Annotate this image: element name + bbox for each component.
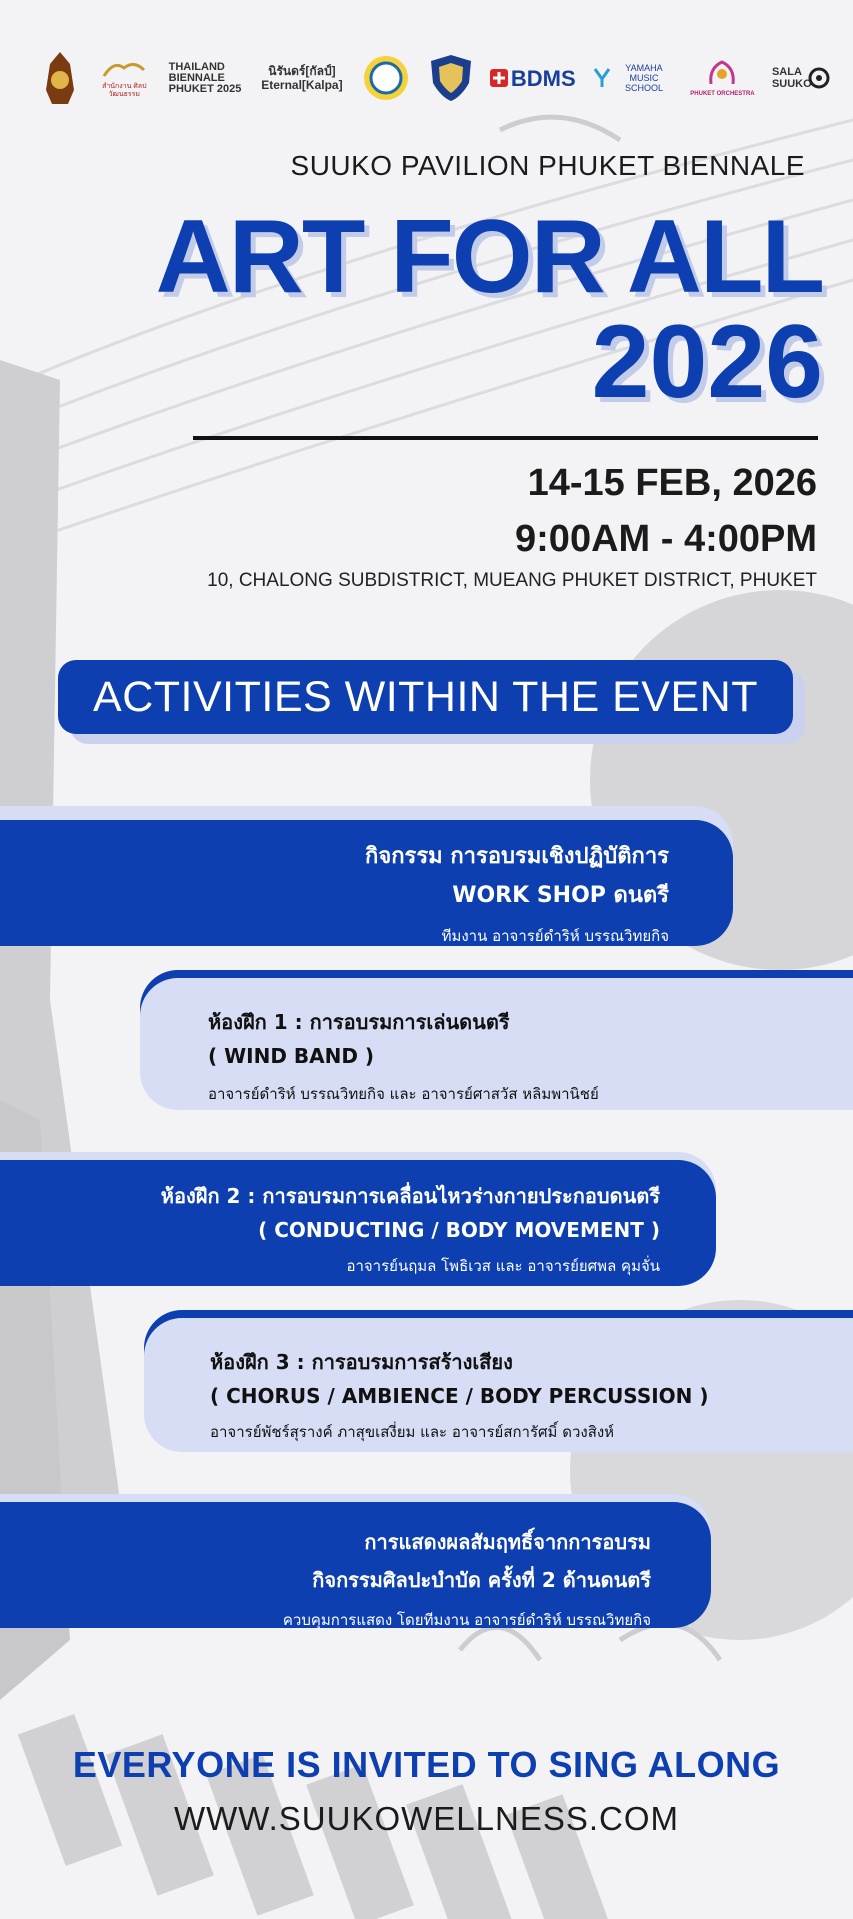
room2-title: ห้องฝึก 2 : การอบรมการเคลื่อนไหวร่างกายประกอบดนตรี: [160, 1184, 660, 1208]
event-date: 14-15 FEB, 2026: [527, 462, 817, 504]
room2-card: [0, 1160, 716, 1286]
shield-crest-icon: [429, 53, 473, 103]
room1-title: ห้องฝึก 1 : การอบรมการเล่นดนตรี: [208, 1010, 510, 1034]
room3-card: [144, 1318, 853, 1452]
room1-instructors: อาจารย์ดำริห์ บรรณวิทยกิจ และ อาจารย์ศาสวัส หลิมพานิชย์: [208, 1085, 599, 1103]
room3-instructors: อาจารย์พัชร์สุรางค์ ภาสุขเสงี่ยม และ อาจารย์สการัศมิ์ ดวงสิงห์: [210, 1423, 615, 1441]
event-year: 2026: [591, 304, 823, 420]
performance-title: การแสดงผลสัมฤทธิ์จากการอบรม: [364, 1530, 651, 1554]
workshop-title: กิจกรรม การอบรมเชิงปฏิบัติการ: [365, 844, 669, 869]
logo-label: BDMS: [510, 65, 576, 91]
website-link[interactable]: WWW.SUUKOWELLNESS.COM: [173, 1800, 680, 1837]
room1-card: [140, 978, 853, 1110]
logo-label: PHUKET ORCHESTRA: [690, 91, 755, 97]
event-subtitle: SUUKO PAVILION PHUKET BIENNALE: [290, 150, 805, 181]
sala-suuko-icon: [772, 53, 830, 103]
performance-subtitle: กิจกรรมศิลปะบำบัด ครั้งที่ 2 ด้านดนตรี: [312, 1568, 651, 1592]
yamaha-music-school-icon: [593, 53, 673, 103]
room2-instructors: อาจารย์นฤมล โพธิเวส และ อาจารย์ยศพล คุมจั่น: [346, 1257, 660, 1275]
event-title: ART FOR ALL: [155, 199, 823, 315]
divider: [193, 436, 818, 440]
phuket-orchestra-icon: [690, 53, 754, 103]
bdms-logo-icon: [490, 53, 576, 103]
thailand-biennale-wordmark: [169, 53, 243, 103]
eternal-kalpa-wordmark: [260, 53, 344, 103]
logo-label: สำนักงาน ศิลปวัฒนธรรม: [102, 82, 147, 98]
logo-label: THAILAND BIENNALE PHUKET 2025: [168, 60, 242, 95]
event-time: 9:00AM - 4:00PM: [515, 518, 817, 560]
partner-logos: [40, 48, 830, 108]
room3-title: ห้องฝึก 3 : การอบรมการสร้างเสียง: [210, 1350, 513, 1374]
room1-subtitle: ( WIND BAND ): [208, 1044, 375, 1068]
activities-heading: ACTIVITIES WITHIN THE EVENT: [58, 660, 793, 734]
workshop-team: ทีมงาน อาจารย์ดำริห์ บรรณวิทยกิจ: [441, 927, 669, 945]
royal-emblem-icon: [40, 53, 80, 103]
workshop-card: [0, 820, 733, 946]
biennale-circle-icon: [361, 53, 411, 103]
logo-label: YAMAHA MUSIC SCHOOL: [624, 63, 663, 93]
performance-director: ควบคุมการแสดง โดยทีมงาน อาจารย์ดำริห์ บรรณวิทยกิจ: [282, 1611, 651, 1629]
ministry-culture-icon: [97, 53, 151, 103]
event-address: 10, CHALONG SUBDISTRICT, MUEANG PHUKET DISTRICT, PHUKET: [207, 570, 817, 591]
room2-subtitle: ( CONDUCTING / BODY MOVEMENT ): [258, 1218, 660, 1242]
room3-subtitle: ( CHORUS / AMBIENCE / BODY PERCUSSION ): [210, 1384, 709, 1408]
logo-label: นิรันดร์[กัลป์] Eternal[Kalpa]: [261, 64, 343, 92]
performance-card: [0, 1502, 711, 1628]
logo-label: SALA SUUKO: [771, 66, 812, 90]
workshop-subtitle: WORK SHOP ดนตรี: [452, 883, 669, 908]
invite-tagline: EVERYONE IS INVITED TO SING ALONG: [72, 1744, 781, 1785]
